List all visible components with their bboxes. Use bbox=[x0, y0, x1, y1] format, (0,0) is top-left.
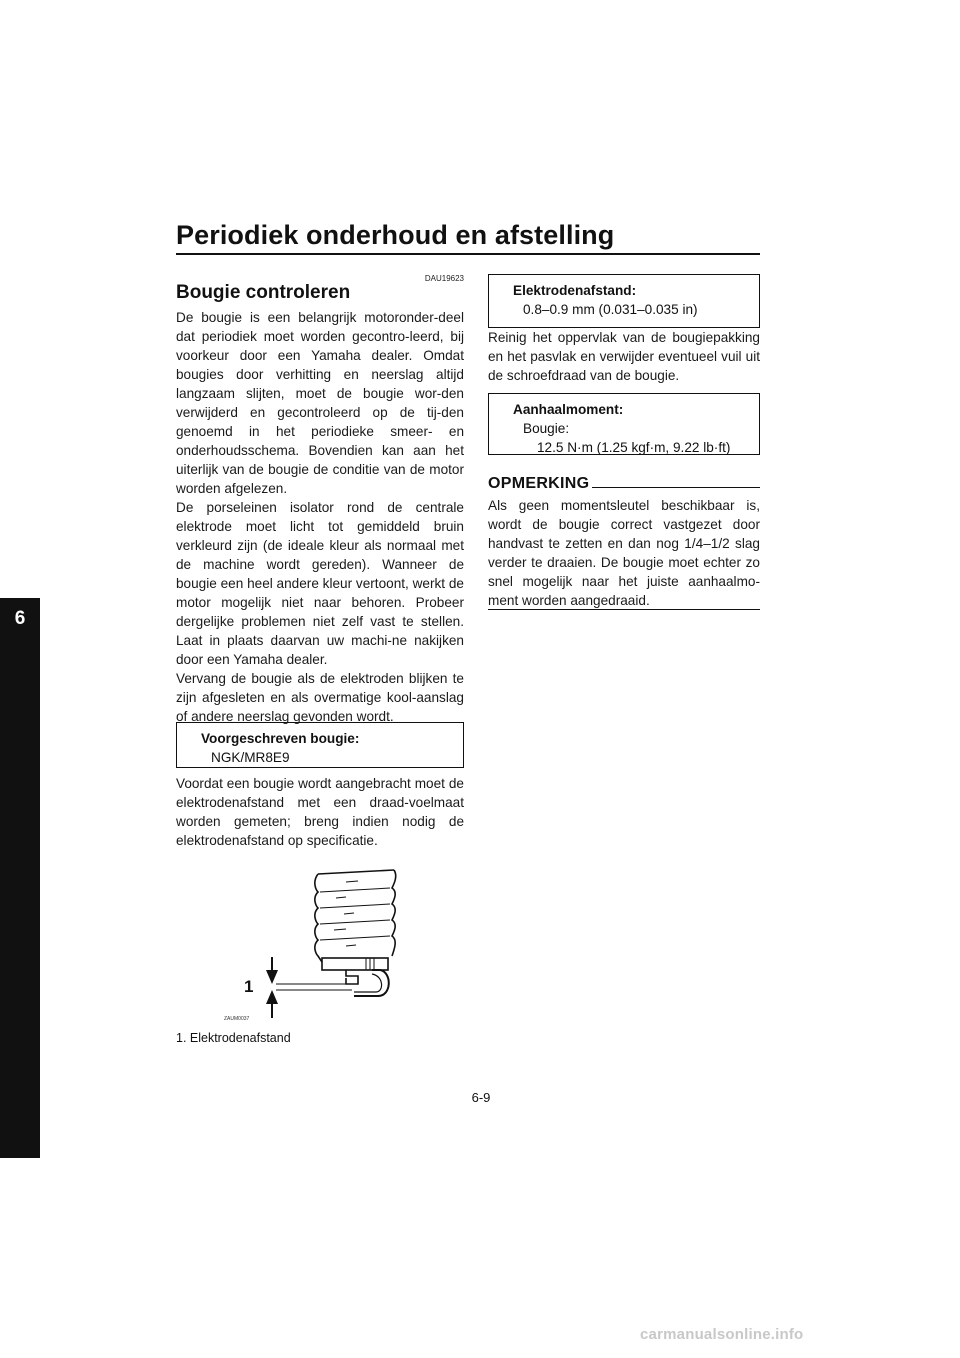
page-number: 6-9 bbox=[471, 1090, 491, 1105]
chapter-tab bbox=[0, 598, 40, 1158]
paragraph-measure: Voordat een bougie wordt aangebracht moet de elektrodenafstand met een draad-voelmaat worden gemeten; breng indien nodig de elektrodenafstand op specificatie. bbox=[176, 776, 464, 848]
figure-code: ZAUM0037 bbox=[224, 1016, 250, 1022]
spec-value: NGK/MR8E9 bbox=[211, 750, 290, 765]
section-code: DAU19623 bbox=[424, 274, 464, 283]
page-title: Periodiek onderhoud en afstelling bbox=[176, 220, 615, 250]
spec-box-plug bbox=[176, 722, 464, 768]
title-rule bbox=[176, 253, 760, 255]
chapter-number: 6 bbox=[14, 608, 26, 629]
spec-value: 0.8–0.9 mm (0.031–0.035 in) bbox=[523, 302, 698, 317]
spec-item: Bougie: bbox=[523, 421, 570, 436]
note-title: OPMERKING bbox=[488, 475, 590, 492]
paragraph: De porseleinen isolator rond de centrale elektrode moet licht tot gemiddeld bruin verkleurd zijn (de ideale kleur als normaal met de machine wordt gereden). Wanneer de bougie een heel andere kleur vertoont, werkt de motor mogelijk niet naar behoren. Probeer dergelijke problemen niet zelf vast te stellen. Laat in plaats daarvan uw machi-ne nakijken door een Yamaha dealer. bbox=[176, 500, 464, 667]
spec-label: Aanhaalmoment: bbox=[513, 402, 624, 417]
arrow-up-icon bbox=[266, 990, 278, 1004]
spec-label: Voorgeschreven bougie: bbox=[201, 731, 360, 746]
spec-box-torque bbox=[488, 393, 760, 455]
spec-label: Elektrodenafstand: bbox=[513, 283, 637, 298]
note-text: Als geen momentsleutel beschikbaar is, wordt de bougie correct vastgezet door handvast te zetten en dan nog 1/4–1/2 slag verder te draaien. De bougie moet echter zo snel mogelijk naar het juiste aanhaalmo-ment worden aangedraaid. bbox=[488, 498, 760, 608]
section-body bbox=[176, 308, 464, 726]
arrow-down-icon bbox=[266, 970, 278, 984]
watermark: carmanualsonline.info bbox=[640, 1326, 804, 1343]
spark-plug-figure bbox=[176, 862, 466, 1022]
spec-box-gap bbox=[488, 274, 760, 328]
paragraph-clean: Reinig het oppervlak van de bougiepakking en het pasvlak en verwijder eventueel vuil uit de schroefdraad van de bougie. bbox=[488, 330, 760, 383]
figure-callout: 1 bbox=[244, 977, 254, 996]
note-rule-bottom bbox=[488, 609, 760, 610]
figure-caption: 1. Elektrodenafstand bbox=[176, 1031, 291, 1045]
paragraph: Vervang de bougie als de elektroden blijken te zijn afgesleten en als overmatige kool-aanslag of andere neerslag gevonden wordt. bbox=[176, 671, 464, 724]
spec-value: 12.5 N·m (1.25 kgf·m, 9.22 lb·ft) bbox=[537, 440, 731, 455]
note-rule-top bbox=[592, 487, 760, 488]
section-heading: Bougie controleren bbox=[176, 282, 351, 303]
paragraph: De bougie is een belangrijk motoronder-deel dat periodiek moet worden gecontro-leerd, bij voorkeur door een Yamaha dealer. Omdat bougies door verhitting en neerslag altijd langzaam slijten, moet de bougie wor-den verwijderd en gecontroleerd op de tij-den genoemd in het periodieke smeer- en onderhoudsschema. Bovendien kan aan het uiterlijk van de bougie de conditie van de motor worden afgelezen. bbox=[176, 310, 464, 496]
